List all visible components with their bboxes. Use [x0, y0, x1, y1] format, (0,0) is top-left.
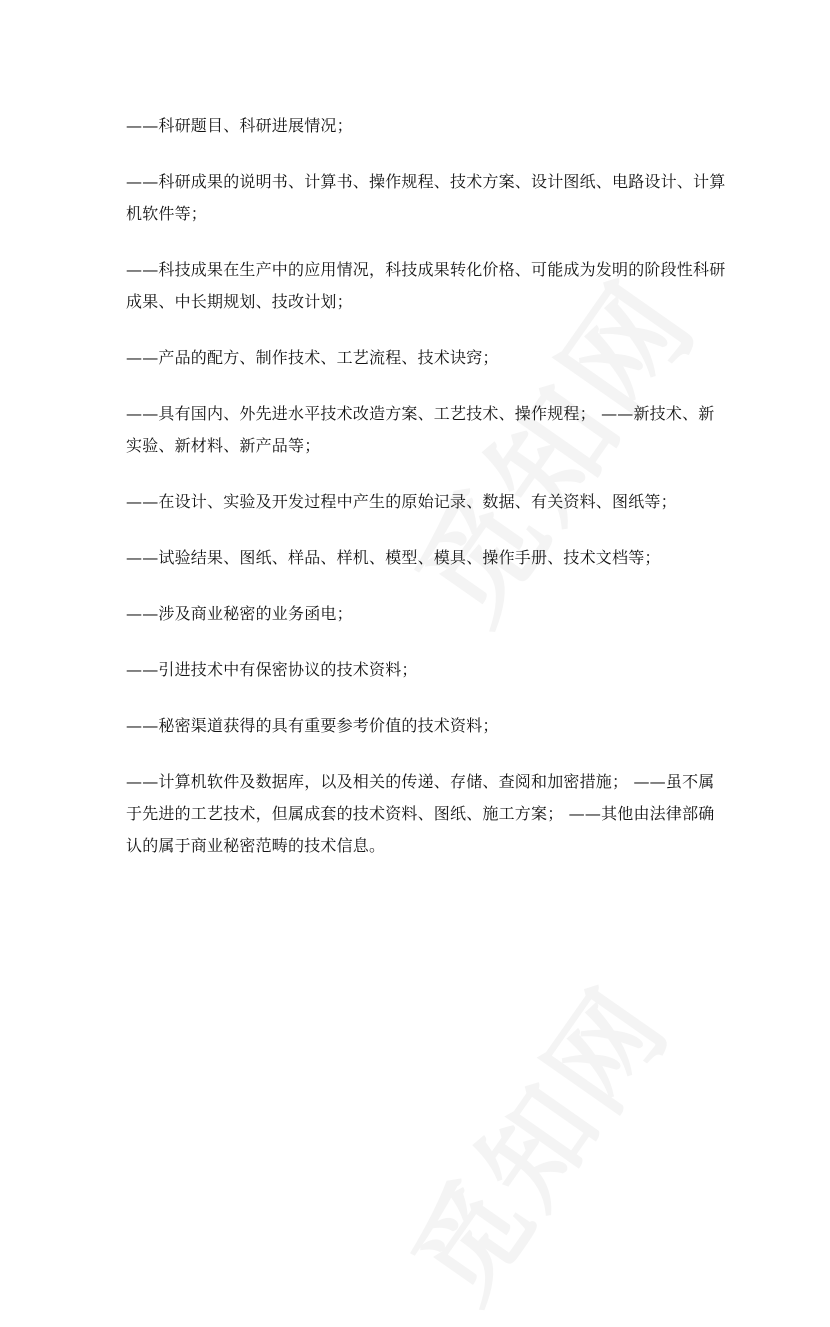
- paragraph: ——在设计、实验及开发过程中产生的原始记录、数据、有关资料、图纸等；: [126, 492, 677, 511]
- paragraph: ——科研题目、科研进展情况；: [126, 116, 353, 135]
- document-body: [126, 110, 726, 886]
- paragraph: ——秘密渠道获得的具有重要参考价值的技术资料；: [126, 716, 499, 735]
- paragraph: ——具有国内、外先进水平技术改造方案、工艺技术、操作规程； ——新技术、新实验、新材料、新产品等；: [126, 404, 715, 455]
- watermark: [369, 951, 698, 1327]
- paragraph: ——引进技术中有保密协议的技术资料；: [126, 660, 418, 679]
- paragraph: ——科研成果的说明书、计算书、操作规程、技术方案、设计图纸、电路设计、计算机软件等；: [126, 172, 726, 223]
- paragraph: ——科技成果在生产中的应用情况，科技成果转化价格、可能成为发明的阶段性科研成果、中长期规划、技改计划；: [126, 260, 726, 311]
- paragraph: ——产品的配方、制作技术、工艺流程、技术诀窍；: [126, 348, 499, 367]
- paragraph: ——涉及商业秘密的业务函电；: [126, 604, 353, 623]
- paragraph: ——试验结果、图纸、样品、样机、模型、模具、操作手册、技术文档等；: [126, 548, 661, 567]
- paragraph: ——计算机软件及数据库，以及相关的传递、存储、查阅和加密措施； ——虽不属于先进的工艺技术，但属成套的技术资料、图纸、施工方案； ——其他由法律部确认的属于商业秘密范畴的技术信息。: [126, 772, 715, 855]
